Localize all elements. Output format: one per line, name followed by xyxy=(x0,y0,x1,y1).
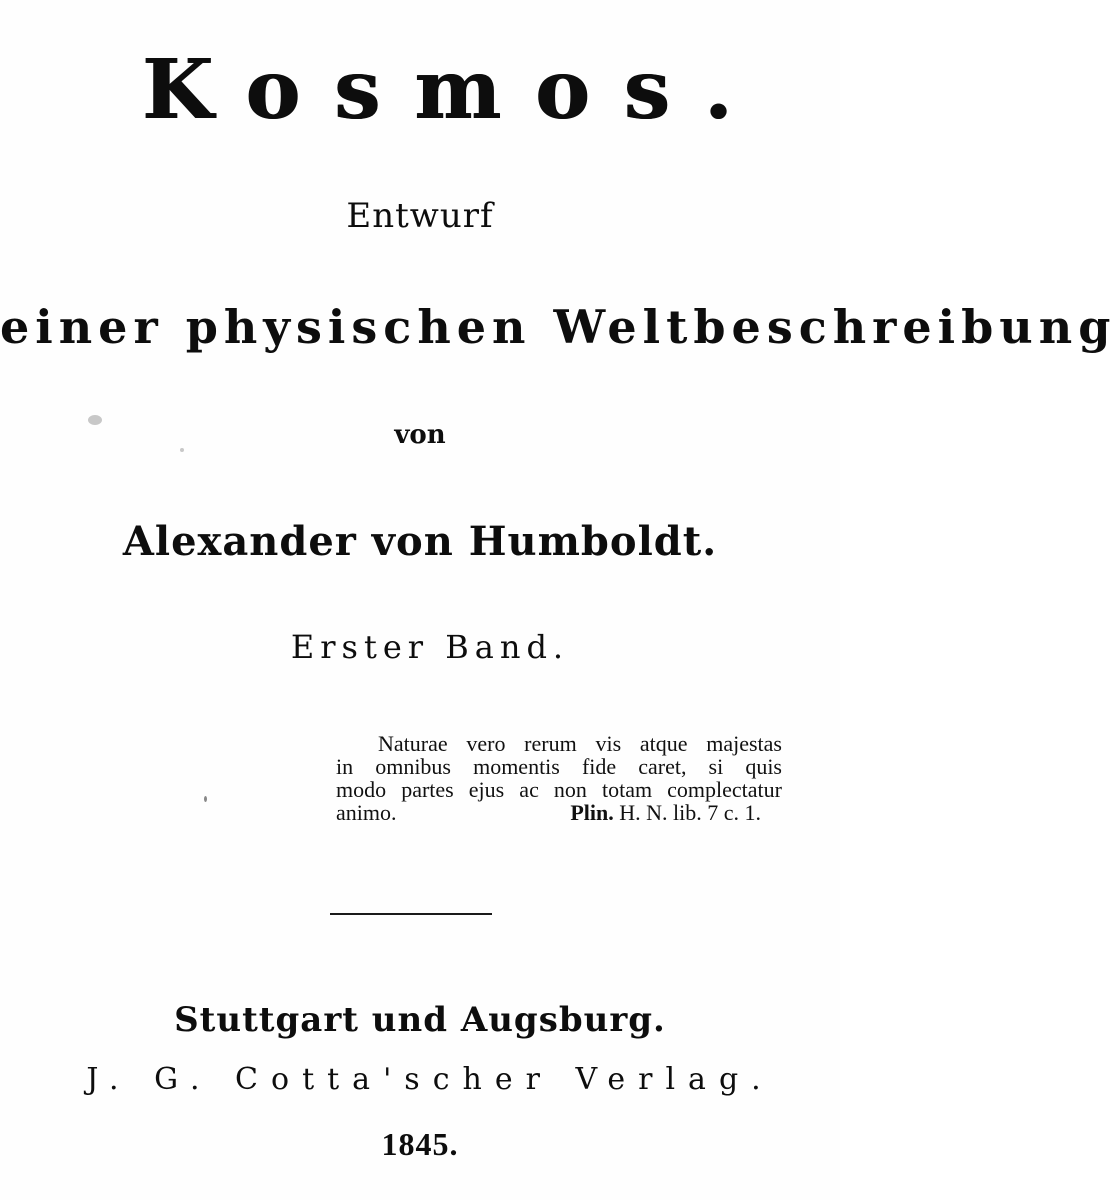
epigraph xyxy=(336,732,782,824)
subtitle-line-1: Entwurf xyxy=(346,196,494,236)
epigraph-line-1: Naturae vero rerum vis atque majestas xyxy=(378,731,782,756)
citation-reference: H. N. lib. 7 c. 1. xyxy=(619,800,761,825)
epigraph-line-4 xyxy=(336,801,761,824)
publication-place: Stuttgart und Augsburg. xyxy=(174,1000,666,1040)
paper-blemish xyxy=(180,448,184,452)
paper-blemish xyxy=(204,796,207,802)
epigraph-line-2: in omnibus momentis fide caret, si quis xyxy=(336,754,782,779)
epigraph-citation xyxy=(570,801,761,824)
book-title: Kosmos. xyxy=(141,42,767,138)
publication-year: 1845. xyxy=(381,1126,459,1162)
subtitle-line-2: einer physischen Weltbeschreibung xyxy=(0,300,1116,354)
epigraph-line-3: modo partes ejus ac non totam complectatur xyxy=(336,777,782,802)
author-name: Alexander von Humboldt. xyxy=(122,518,718,565)
by-word: von xyxy=(394,420,446,450)
divider-rule xyxy=(330,913,492,915)
volume-label: Erster Band. xyxy=(290,628,570,666)
citation-author: Plin. xyxy=(570,800,620,825)
epigraph-line-4-text: animo. xyxy=(336,800,397,825)
publisher-name: J. G. Cotta'scher Verlag. xyxy=(86,1062,774,1097)
paper-blemish xyxy=(88,415,102,425)
